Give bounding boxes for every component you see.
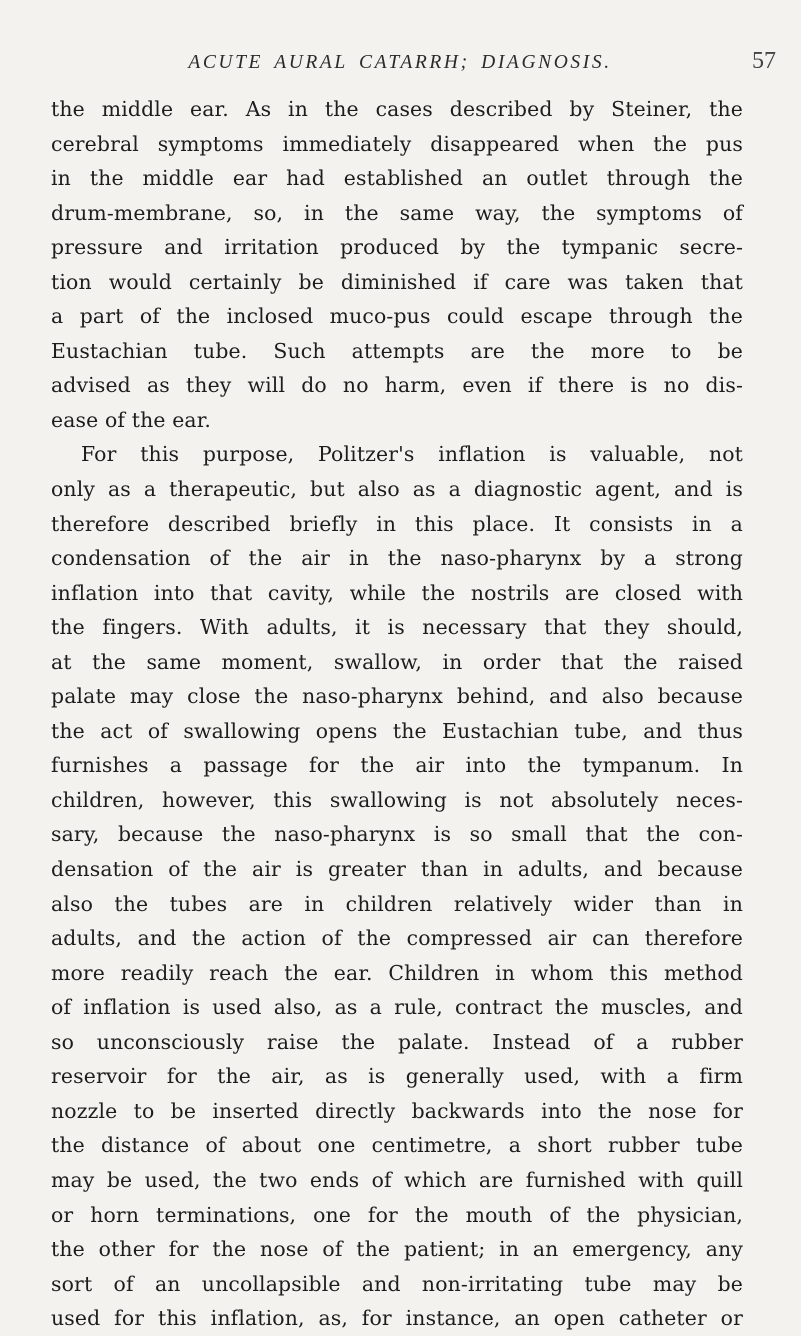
text-line: tion would certainly be diminished if care was taken that xyxy=(51,269,743,294)
text-line: may be used, the two ends of which are furnished with quill xyxy=(51,1167,743,1192)
text-line: cerebral symptoms immediately disappeared when the pus xyxy=(51,131,743,156)
running-head: ACUTE AURAL CATARRH; DIAGNOSIS. xyxy=(188,52,612,73)
text-line: the fingers. With adults, it is necessary that they should, xyxy=(51,615,743,640)
text-line: so unconsciously raise the palate. Instead of a rubber xyxy=(51,1029,743,1054)
text-line: Eustachian tube. Such attempts are the more to be xyxy=(51,338,743,363)
text-line: used for this inflation, as, for instance, an open catheter or xyxy=(51,1306,743,1331)
text-line: only as a therapeutic, but also as a diagnostic agent, and is xyxy=(51,477,743,502)
text-line: more readily reach the ear. Children in whom this method xyxy=(51,960,743,985)
text-line: therefore described briefly in this place. It consists in a xyxy=(51,511,743,536)
body-text xyxy=(51,92,743,1336)
text-line: reservoir for the air, as is generally used, with a firm xyxy=(51,1064,743,1089)
text-line: ease of the ear. xyxy=(51,407,212,432)
text-line: drum-membrane, so, in the same way, the symptoms of xyxy=(51,200,743,225)
text-line: in the middle ear had established an outlet through the xyxy=(51,166,743,191)
text-line: pressure and irritation produced by the tympanic secre- xyxy=(51,235,743,260)
text-line: nozzle to be inserted directly backwards into the nose for xyxy=(51,1098,743,1123)
text-line: also the tubes are in children relatively wider than in xyxy=(51,891,743,916)
text-line: sary, because the naso-pharynx is so small that the con- xyxy=(51,822,743,847)
page-number: 57 xyxy=(752,48,776,74)
text-line: adults, and the action of the compressed air can therefore xyxy=(51,926,743,951)
text-line: at the same moment, swallow, in order that the raised xyxy=(51,649,743,674)
text-line: children, however, this swallowing is not absolutely neces- xyxy=(51,787,743,812)
text-line: furnishes a passage for the air into the tympanum. In xyxy=(51,753,743,778)
text-line: a part of the inclosed muco-pus could escape through the xyxy=(51,304,743,329)
text-line: condensation of the air in the naso-pharynx by a strong xyxy=(51,546,743,571)
text-line: the act of swallowing opens the Eustachian tube, and thus xyxy=(51,718,743,743)
text-line: or horn terminations, one for the mouth of the physician, xyxy=(51,1202,743,1227)
text-line: of inflation is used also, as a rule, contract the muscles, and xyxy=(51,995,743,1020)
text-line: sort of an uncollapsible and non-irritating tube may be xyxy=(51,1271,743,1296)
text-line: advised as they will do no harm, even if there is no dis- xyxy=(51,373,743,398)
text-line: the other for the nose of the patient; in an emergency, any xyxy=(51,1237,743,1262)
text-line: inflation into that cavity, while the nostrils are closed with xyxy=(51,580,743,605)
text-line: palate may close the naso-pharynx behind, and also because xyxy=(51,684,743,709)
text-line: densation of the air is greater than in adults, and because xyxy=(51,857,743,882)
paragraph-start-line: For this purpose, Politzer's inflation is valuable, not xyxy=(81,442,743,467)
text-line: the distance of about one centimetre, a short rubber tube xyxy=(51,1133,743,1158)
text-line: the middle ear. As in the cases described by Steiner, the xyxy=(51,97,743,121)
